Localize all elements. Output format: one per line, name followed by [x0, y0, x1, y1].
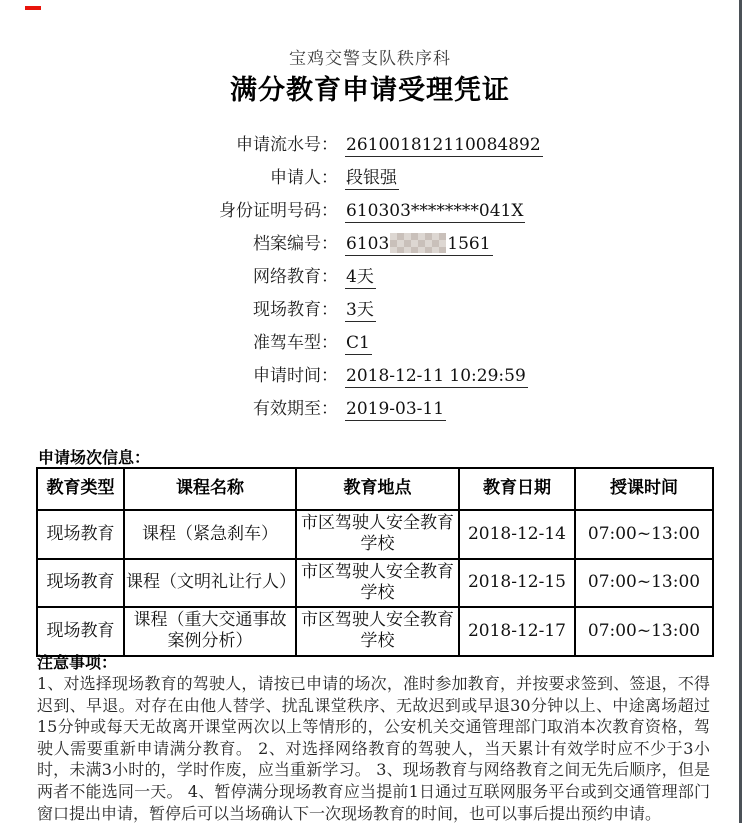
cell-course-name: 课程（重大交通事故案例分析）: [124, 607, 296, 656]
cell-location: 市区驾驶人安全教育学校: [296, 607, 459, 656]
notes-heading: 注意事项：: [37, 653, 118, 672]
field-value-onsite-education: 3天: [345, 295, 376, 322]
table-header-row: [37, 468, 713, 510]
cell-education-type: 现场教育: [37, 607, 124, 656]
document-title: 满分教育申请受理凭证: [230, 75, 510, 106]
table-row: [37, 559, 713, 608]
column-header-location: 教育地点: [296, 468, 459, 510]
field-value-valid-until: 2019-03-11: [346, 399, 445, 419]
cell-education-type: 现场教育: [37, 559, 124, 608]
field-row-applicant: [0, 163, 740, 196]
table-row: [37, 607, 713, 656]
sessions-heading: 申请场次信息：: [38, 448, 151, 467]
cell-time: 07:00~13:00: [575, 510, 713, 559]
field-label: 网络教育：: [253, 267, 338, 287]
field-row-valid-until: [0, 394, 740, 427]
field-label: 身份证明号码：: [219, 201, 338, 221]
cell-time: 07:00~13:00: [575, 559, 713, 608]
field-label: 准驾车型：: [253, 333, 338, 353]
field-row-license-class: [0, 328, 740, 361]
field-label: 申请时间：: [253, 366, 338, 386]
field-row-online-education: [0, 262, 740, 295]
field-row-onsite-education: [0, 295, 740, 328]
field-value-license-class: C1: [346, 333, 370, 353]
field-value-online-education: 4天: [345, 262, 376, 289]
cell-education-type: 现场教育: [37, 510, 124, 559]
field-row-apply-time: [0, 361, 740, 394]
column-header-education-type: 教育类型: [37, 468, 124, 510]
cell-time: 07:00~13:00: [575, 607, 713, 656]
pixelated-mask: [390, 233, 446, 253]
cell-course-name: 课程（文明礼让行人）: [124, 559, 296, 608]
field-row-id-number: [0, 196, 740, 229]
field-label: 档案编号：: [253, 234, 338, 254]
sessions-table: [36, 467, 714, 657]
issuing-org: 宝鸡交警支队秩序科: [289, 49, 451, 69]
cell-location: 市区驾驶人安全教育学校: [296, 510, 459, 559]
file-number-suffix: 1561: [447, 234, 491, 254]
field-row-file-number: [0, 229, 740, 262]
file-number-prefix: 6103: [346, 234, 390, 254]
cell-date: 2018-12-14: [459, 510, 575, 559]
field-label: 申请人：: [270, 168, 338, 188]
cell-date: 2018-12-15: [459, 559, 575, 608]
field-label: 申请流水号：: [236, 135, 338, 155]
field-value-file-number: [345, 233, 493, 256]
field-value-id-number: 610303********041X: [346, 201, 524, 221]
cell-location: 市区驾驶人安全教育学校: [296, 559, 459, 608]
cell-date: 2018-12-17: [459, 607, 575, 656]
red-annotation-mark: [25, 6, 41, 10]
field-value-apply-time: 2018-12-11 10:29:59: [346, 366, 526, 386]
column-header-date: 教育日期: [459, 468, 575, 510]
column-header-time: 授课时间: [575, 468, 713, 510]
application-fields: [0, 130, 740, 427]
field-value-serial: 261001812110084892: [346, 135, 541, 155]
field-label: 现场教育：: [253, 300, 338, 320]
field-value-applicant: 段银强: [345, 163, 399, 190]
table-row: [37, 510, 713, 559]
cell-course-name: 课程（紧急刹车）: [124, 510, 296, 559]
notes-body: 1、对选择现场教育的驾驶人，请按已申请的场次，准时参加教育，并按要求签到、签退，不得迟到、早退。对存在由他人替学、扰乱课堂秩序、无故迟到或早退30分钟以上、中途离场超过15分钟或每天无故离开课堂两次以上等情形的，公安机关交通管理部门取消本次教育资格，驾驶人需要重新申请满分教育。 2、对选择网络教育的驾驶人，当天累计有效学时应不少于3小时，未满3小时的，学时作废，应当重新学习。 3、现场教育与网络教育之间无先后顺序，但是两者不能选同一天。 4、暂停满分现场教育应当提前1日通过互联网服务平台或到交通管理部门窗口提出申请，暂停后可以当场确认下一次现场教育的时间，也可以事后提出预约申请。: [37, 674, 710, 823]
field-label: 有效期至：: [253, 399, 338, 419]
column-header-course-name: 课程名称: [124, 468, 296, 510]
field-row-serial: [0, 130, 740, 163]
